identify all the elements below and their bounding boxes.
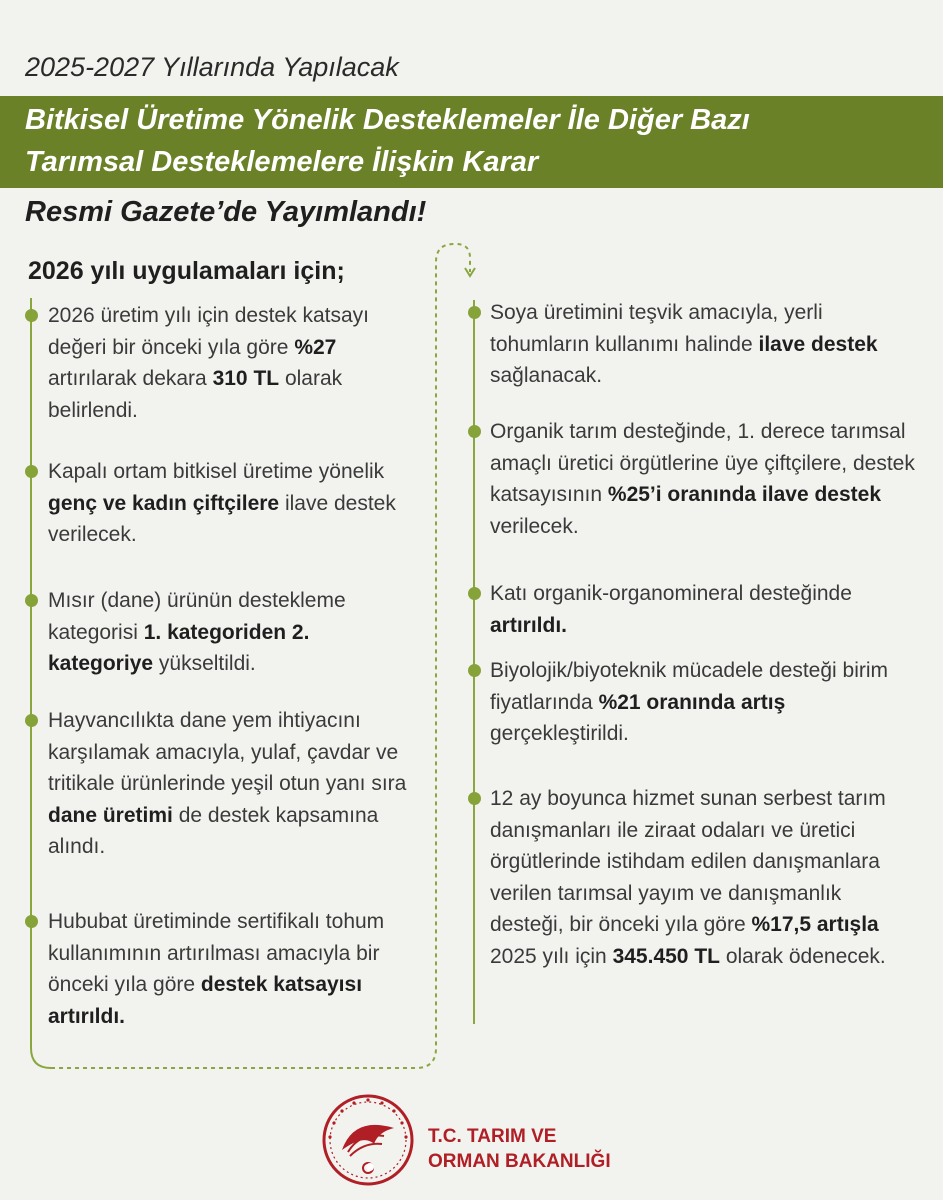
left-item-2-text: ilave destek verilecek.: [48, 491, 396, 546]
left-item-2: [48, 456, 418, 551]
right-item-1-text: sağlanacak.: [490, 364, 603, 387]
right-item-5-text: 345.450 TL: [612, 944, 720, 968]
left-item-1-text: artırılarak dekara: [48, 367, 213, 390]
left-item-5-text: destek katsayısı artırıldı.: [48, 973, 363, 1028]
right-bullet-dot-3: [468, 587, 481, 600]
left-bullet-dot-2: [25, 465, 38, 478]
band-title-line-1: Bitkisel Üretime Yönelik Desteklemeler İle Diğer Bazı: [25, 104, 750, 136]
section-heading: 2026 yılı uygulamaları için;: [28, 257, 345, 285]
left-item-3-text: Mısır (dane) ürünün destekleme kategorisi: [48, 589, 346, 644]
right-item-2: [490, 416, 920, 542]
left-item-2-text: genç ve kadın çiftçilere: [48, 491, 280, 515]
right-bullet-dot-4: [468, 664, 481, 677]
left-bullet-dot-1: [25, 309, 38, 322]
left-timeline-curve: [31, 1048, 51, 1068]
right-item-1: [490, 297, 920, 392]
right-item-4: [490, 655, 920, 750]
right-item-2-text: Organik tarım desteğinde, 1. derece tarımsal amaçlı üretici örgütlerine üye çiftçilere, destek katsayısının: [490, 420, 915, 506]
left-item-5: [48, 906, 418, 1032]
left-item-1-text: %27: [294, 335, 337, 359]
left-item-5-text: Hububat üretiminde sertifikalı tohum kullanımının artırılması amacıyla bir önceki yıla göre: [48, 910, 385, 996]
left-item-4-text: dane üretimi: [48, 803, 173, 827]
left-item-1-text: 310 TL: [212, 367, 280, 390]
right-bullet-dot-5: [468, 792, 481, 805]
right-item-3-text: Katı organik-organomineral desteğinde: [490, 582, 852, 605]
left-item-2-text: Kapalı ortam bitkisel üretime yönelik: [48, 460, 385, 483]
right-item-1-text: Soya üretimini teşvik amacıyla, yerli tohumların kullanımı halinde: [490, 301, 823, 356]
right-item-2-text: %25’i oranında ilave destek: [607, 483, 882, 506]
right-item-5-text: 2025 yılı için: [490, 944, 613, 968]
right-item-5-text: %17,5 artışla: [751, 913, 879, 936]
ministry-name: [428, 1124, 611, 1174]
right-item-1-text: ilave destek: [758, 332, 878, 356]
ministry-emblem-icon: [320, 1092, 416, 1188]
ministry-name-line-2: ORMAN BAKANLIĞI: [428, 1151, 611, 1172]
left-item-1-text: 2026 üretim yılı için destek katsayı değeri bir önceki yıla göre: [48, 304, 369, 359]
right-item-2-text: verilecek.: [490, 514, 579, 538]
right-item-4-text: Biyolojik/biyoteknik mücadele desteği birim fiyatlarında: [490, 659, 889, 714]
left-item-3-text: 1. kategoriden 2. kategoriye: [48, 620, 310, 675]
ministry-name-line-1: T.C. TARIM VE: [428, 1126, 557, 1147]
left-item-1-text: olarak belirlendi.: [48, 367, 343, 422]
subtitle: Resmi Gazete’de Yayımlandı!: [25, 196, 427, 228]
left-item-3-text: yükseltildi.: [153, 652, 256, 675]
left-item-3: [48, 585, 418, 680]
right-item-5-text: olarak ödenecek.: [719, 944, 886, 968]
left-item-4: [48, 705, 418, 863]
right-item-4-text: %21 oranında artış: [598, 690, 786, 714]
right-item-5: [490, 783, 920, 972]
left-bullet-dot-3: [25, 594, 38, 607]
right-item-3-text: artırıldı.: [490, 613, 568, 637]
left-bullet-dot-5: [25, 915, 38, 928]
right-bullet-dot-1: [468, 306, 481, 319]
left-item-4-text: Hayvancılıkta dane yem ihtiyacını karşılamak amacıyla, yulaf, çavdar ve tritikale ürünlerinde yeşil otun yanı sıra: [48, 709, 407, 795]
right-item-3: [490, 578, 920, 641]
left-bullet-dot-4: [25, 714, 38, 727]
right-bullet-dot-2: [468, 425, 481, 438]
left-item-1: [48, 300, 418, 426]
band-title-line-2: Tarımsal Desteklemelere İlişkin Karar: [25, 146, 539, 178]
right-item-4-text: gerçekleştirildi.: [490, 722, 629, 745]
header-top-line: 2025-2027 Yıllarında Yapılacak: [25, 52, 399, 82]
right-item-5-text: 12 ay boyunca hizmet sunan serbest tarım danışmanları ile ziraat odaları ve üretici örgütlerinde istihdam edilen danışmanlara verilen tarımsal yayım ve danışmanlık desteği, bir önceki yıla göre: [490, 787, 886, 936]
left-item-4-text: de destek kapsamına alındı.: [48, 803, 379, 858]
